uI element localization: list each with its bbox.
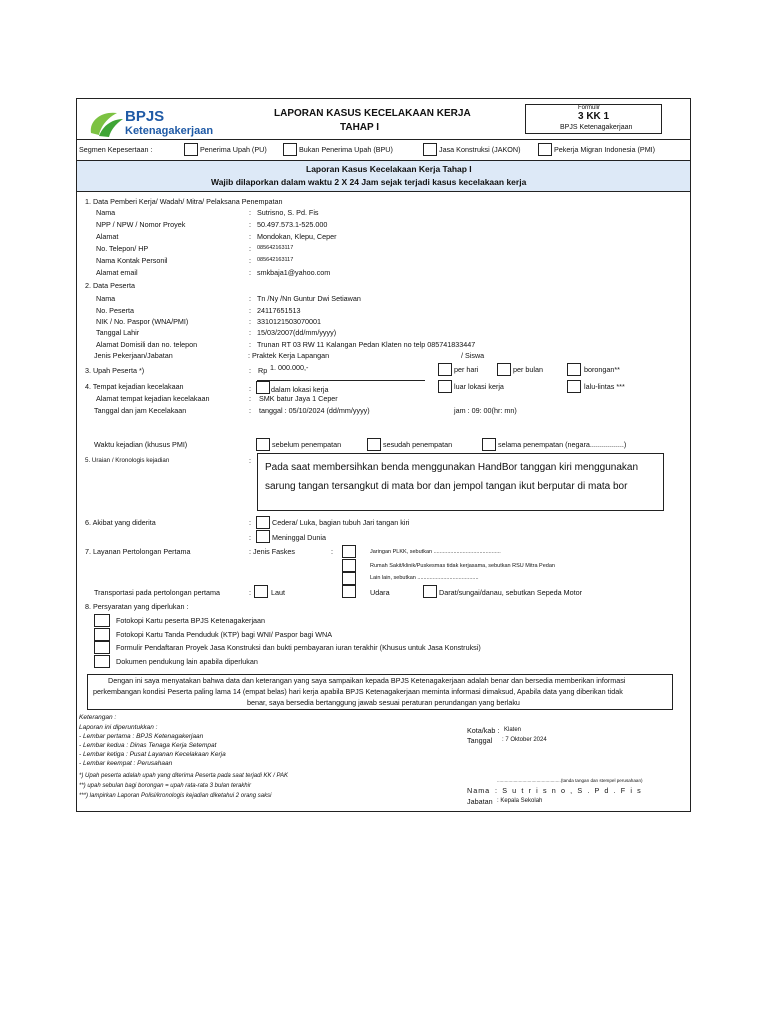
section8-title: 8. Persyaratan yang diperlukan :: [85, 602, 189, 611]
s4-tanggal-value: tanggal : 05/10/2024 (dd/mm/yyyy): [259, 406, 370, 415]
s7-transport-udara: Udara: [370, 588, 390, 597]
s4-waktu-label: Waktu kejadian (khusus PMI): [94, 440, 188, 449]
jabatan-label: Jabatan: [467, 797, 493, 806]
s2-value-nik: 3310121503070001: [257, 317, 321, 326]
kota-value: Klaten: [504, 727, 522, 733]
s7-faskes-rs: Rumah Sakit/klinik/Puskesmas tidak kerjasama, sebutkan RSU Mitra Pedan: [370, 563, 555, 569]
s4-waktu-selama: selama penempatan (negara.................): [498, 440, 627, 449]
s4-tanggal-label: Tanggal dan jam Kecelakaan: [94, 406, 187, 415]
logo-brand: BPJS: [125, 108, 165, 125]
s2-value-jenis: : Praktek Kerja Lapangan: [248, 351, 330, 360]
s8-item-dokumen: Dokumen pendukung lain apabila diperlukan: [116, 657, 258, 666]
s1-value-email: smkbaja1@yahoo.com: [257, 268, 331, 277]
nama-label: Nama: [467, 786, 491, 795]
s1-colon: :: [249, 208, 251, 217]
s8-item-kartu: Fotokopi Kartu peserta BPJS Ketenagakerjaan: [116, 616, 266, 625]
s2-colon: :: [249, 340, 251, 349]
s2-label-jenis: Jenis Pekerjaan/Jabatan: [94, 351, 173, 360]
s1-label-kontak: Nama Kontak Personil: [96, 256, 168, 265]
s1-value-telepon: 085642163117: [257, 245, 294, 251]
checkbox-dalam-lokasi[interactable]: [256, 381, 270, 394]
segmen-label: Segmen Kepesertaan :: [79, 145, 153, 154]
s2-colon: :: [249, 317, 251, 326]
checkbox-laut[interactable]: [254, 585, 268, 598]
s1-value-alamat: Mondokan, Klepu, Ceper: [257, 232, 337, 241]
formulir-box: [525, 104, 662, 134]
keterangan-item: - Lembar keempat : Perusahaan: [79, 760, 173, 767]
kota-label: Kota/kab :: [467, 726, 500, 735]
checkbox-cedera[interactable]: [256, 516, 270, 529]
s1-label-npp: NPP / NPW / Nomor Proyek: [96, 220, 186, 229]
statement-line3: benar, saya bersedia bertanggung jawab sesuai peraturan perundangan yang berlaku: [247, 698, 520, 707]
kronologis-text: Pada saat membersihkan benda menggunakan HandBor tanggan kiri menggunakan sarung tangan tersangkut di mata bor dan jempol tangan ikut berputar di mata bor: [265, 462, 639, 492]
checkbox-rumah-sakit[interactable]: [342, 559, 356, 572]
checkbox-meninggal[interactable]: [256, 530, 270, 543]
formulir-label: Formulir: [578, 105, 600, 111]
band-line1: Laporan Kasus Kecelakaan Kerja Tahap I: [306, 164, 472, 174]
form-title-line2: TAHAP I: [340, 122, 380, 133]
band-line2: Wajib dilaporkan dalam waktu 2 X 24 Jam sejak terjadi kasus kecelakaan kerja: [211, 177, 527, 187]
s7-transport-label: Transportasi pada pertolongan pertama: [94, 588, 220, 597]
signature-line: ..................................................(tanda tangan dan stempel perusahaan): [497, 778, 643, 783]
checkbox-udara[interactable]: [342, 585, 356, 598]
section1-title: 1. Data Pemberi Kerja/ Wadah/ Mitra/ Pelaksana Penempatan: [85, 197, 283, 206]
keterangan-note: **) upah sebulan bagi borongan = upah rata-rata 3 bulan terakhir: [79, 783, 251, 789]
section6-title: 6. Akibat yang diderita: [85, 518, 156, 527]
keterangan-note: *) Upah peserta adalah upah yang diterima Peserta pada saat terjadi KK / PAK: [79, 773, 289, 779]
statement-line1: Dengan ini saya menyatakan bahwa data dan keterangan yang saya sampaikan kepada BPJS Ketenagakerjaan adalah benar dan bersedia memberikan informasi: [108, 676, 626, 685]
s4-colon: :: [249, 394, 251, 403]
s6-option-cedera: Cedera/ Luka, bagian tubuh Jari tangan kiri: [272, 518, 410, 527]
s4-colon: :: [249, 406, 251, 415]
section2-title: 2. Data Peserta: [85, 281, 135, 290]
s2-colon: :: [249, 294, 251, 303]
form-title-line1: LAPORAN KASUS KECELAKAAN KERJA: [274, 108, 471, 119]
checkbox-pmi[interactable]: [538, 143, 552, 156]
s1-label-alamat: Alamat: [96, 232, 119, 241]
s8-item-ktp: Fotokopi Kartu Tanda Penduduk (KTP) bagi WNI/ Paspor bagi WNA: [116, 630, 332, 639]
checkbox-per-hari[interactable]: [438, 363, 452, 376]
segmen-option-bpu: Bukan Penerima Upah (BPU): [299, 145, 393, 154]
s1-label-email: Alamat email: [96, 268, 138, 277]
s2-label-tgllahir: Tanggal Lahir: [96, 328, 140, 337]
s4-waktu-sebelum: sebelum penempatan: [272, 440, 342, 449]
checkbox-req-dokumen[interactable]: [94, 655, 110, 668]
checkbox-borongan[interactable]: [567, 363, 581, 376]
s3-option-per-bulan: per bulan: [513, 365, 543, 374]
s2-value-alamat: Trunan RT 03 RW 11 Kalangan Pedan Klaten no telp 085741833447: [257, 340, 476, 349]
s4-waktu-sesudah: sesudah penempatan: [383, 440, 453, 449]
section3-title: 3. Upah Peserta *): [85, 366, 145, 375]
checkbox-req-kartu[interactable]: [94, 614, 110, 627]
upah-underline: [257, 380, 425, 381]
s3-rp-label: Rp: [258, 366, 268, 375]
keterangan-item: - Lembar ketiga : Pusat Layanan Kecelakaan Kerja: [79, 751, 226, 758]
formulir-org: BPJS Ketenagakerjaan: [560, 124, 633, 131]
jabatan-value: : Kepala Sekolah: [497, 798, 543, 804]
tanggal-label: Tanggal: [467, 736, 493, 745]
checkbox-luar-lokasi[interactable]: [438, 380, 452, 393]
s5-colon: :: [249, 456, 251, 465]
s6-colon: :: [249, 533, 251, 542]
s6-option-meninggal: Meninggal Dunia: [272, 533, 326, 542]
s4-option-luar: luar lokasi kerja: [454, 382, 504, 391]
divider: [77, 191, 690, 192]
s7-jenis-faskes: : Jenis Faskes: [249, 547, 295, 556]
section4-title: 4. Tempat kejadian kecelakaan: [85, 382, 184, 391]
s1-value-npp: 50.497.573.1-525.000: [257, 220, 328, 229]
s2-value-jenis-extra: / Siswa: [461, 351, 485, 360]
checkbox-sebelum[interactable]: [256, 438, 270, 451]
checkbox-req-formulir[interactable]: [94, 641, 110, 654]
s1-label-nama: Nama: [96, 208, 116, 217]
keterangan-note: ***) lampirkan Laporan Polisi/kronologis kejadian diketahui 2 orang saksi: [79, 793, 272, 799]
s1-value-nama: Sutrisno, S. Pd. Fis: [257, 208, 319, 217]
s4-option-lalu: lalu-lintas ***: [584, 382, 625, 391]
checkbox-lalu-lintas[interactable]: [567, 380, 581, 393]
keterangan-subtitle: Laporan ini diperuntukkan :: [79, 724, 158, 731]
s4-alamat-label: Alamat tempat kejadian kecelakaan: [96, 394, 210, 403]
checkbox-sesudah[interactable]: [367, 438, 381, 451]
s1-colon: :: [249, 268, 251, 277]
s1-label-telepon: No. Telepon/ HP: [96, 244, 149, 253]
s7-colon: :: [249, 588, 251, 597]
s6-colon: :: [249, 518, 251, 527]
kronologis-textbox[interactable]: [257, 453, 664, 511]
s4-jam-value: jam : 09: 00(hr: mn): [454, 406, 517, 415]
s1-value-kontak: 085642163117: [257, 257, 294, 263]
segmen-option-pmi: Pekerja Migran Indonesia (PMI): [554, 145, 656, 154]
s1-colon: :: [249, 220, 251, 229]
bpjs-leaf-icon: [87, 107, 127, 139]
checkbox-lain-lain[interactable]: [342, 572, 356, 585]
s4-alamat-value: SMK batur Jaya 1 Ceper: [259, 394, 338, 403]
segmen-option-jakon: Jasa Konstruksi (JAKON): [439, 145, 521, 154]
segmen-option-pu: Penerima Upah (PU): [200, 145, 267, 154]
checkbox-per-bulan[interactable]: [497, 363, 511, 376]
checkbox-plkk[interactable]: [342, 545, 356, 558]
tanggal-value: : 7 Oktober 2024: [502, 737, 547, 743]
form-frame: [76, 98, 691, 812]
bpjs-logo: [85, 105, 235, 141]
nama-value: : S u t r i s n o , S . P d . F i s: [495, 786, 643, 795]
s2-colon: :: [249, 328, 251, 337]
keterangan-title: Keterangan :: [79, 714, 117, 721]
s1-colon: :: [249, 232, 251, 241]
s3-colon: :: [249, 366, 251, 375]
statement-line2: perkembangan kondisi Peserta paling lama 14 (empat belas) hari kerja apabila BPJS Ketenagakerjaan meminta informasi dimaksud, Apabila data yang diberikan tidak: [93, 687, 623, 696]
s7-faskes-plkk: Jaringan PLKK, sebutkan ............................................: [370, 549, 501, 555]
section7-title: 7. Layanan Pertolongan Pertama: [85, 547, 191, 556]
keterangan-item: - Lembar pertama : BPJS Ketenagakerjaan: [79, 733, 204, 740]
s2-value-tgllahir: 15/03/2007(dd/mm/yyyy): [257, 328, 337, 337]
s8-item-formulir: Formulir Pendaftaran Proyek Jasa Konstruksi dan bukti pembayaran iuran terakhir (Khusus untuk Jasa Konstruksi): [116, 643, 481, 652]
s2-value-nopeserta: 24117651513: [257, 306, 301, 315]
keterangan-item: - Lembar kedua : Dinas Tenaga Kerja Setempat: [79, 742, 217, 749]
s3-rp-value: 1. 000.000,-: [270, 363, 309, 372]
s2-value-nama: Tn /Ny /Nn Guntur Dwi Setiawan: [257, 294, 361, 303]
checkbox-bpu[interactable]: [283, 143, 297, 156]
s7-faskes-lain: Lain lain, sebutkan ........................................: [370, 575, 479, 581]
divider: [77, 139, 690, 140]
s7-transport-laut: Laut: [271, 588, 285, 597]
checkbox-jakon[interactable]: [423, 143, 437, 156]
checkbox-req-ktp[interactable]: [94, 628, 110, 641]
s2-label-nama: Nama: [96, 294, 116, 303]
s4-colon: :: [249, 384, 251, 393]
s3-option-borongan: borongan**: [584, 365, 620, 374]
logo-sub: Ketenagakerjaan: [125, 125, 214, 137]
s2-label-nik: NIK / No. Paspor (WNA/PMI): [96, 317, 189, 326]
s1-colon: :: [249, 256, 251, 265]
s2-label-alamat: Alamat Domisili dan no. telepon: [96, 340, 198, 349]
formulir-code: 3 KK 1: [578, 111, 610, 122]
s2-label-nopeserta: No. Peserta: [96, 306, 134, 315]
checkbox-pu[interactable]: [184, 143, 198, 156]
s7-transport-darat: Darat/sungai/danau, sebutkan Sepeda Motor: [439, 588, 583, 597]
s3-option-per-hari: per hari: [454, 365, 479, 374]
section5-title: 5. Uraian / Kronologis kejadian: [85, 457, 170, 464]
checkbox-darat[interactable]: [423, 585, 437, 598]
statement-box: [87, 674, 673, 710]
s4-option-dalam: dalam lokasi kerja: [271, 385, 329, 394]
s1-colon: :: [249, 244, 251, 253]
s7-colon: :: [331, 547, 333, 556]
checkbox-selama[interactable]: [482, 438, 496, 451]
s2-colon: :: [249, 306, 251, 315]
